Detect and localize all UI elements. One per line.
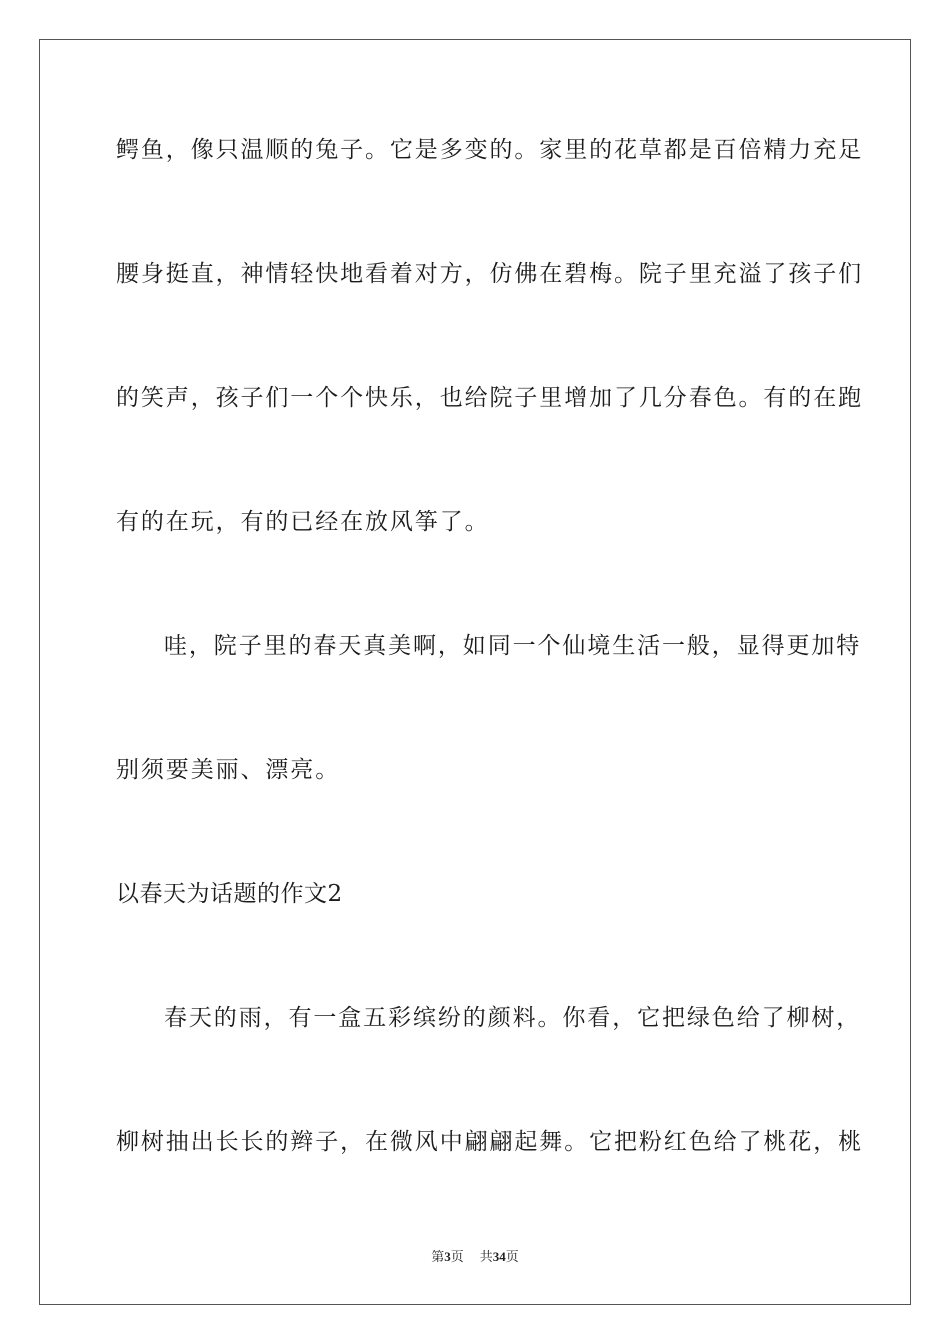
paragraph-line-2: 腰身挺直，神情轻快地看着对方，仿佛在碧梅。院子里充溢了孩子们 <box>116 261 863 287</box>
paragraph-line-8: 柳树抽出长长的辫子，在微风中翩翩起舞。它把粉红色给了桃花，桃 <box>116 1129 863 1155</box>
paragraph-line-3: 的笑声，孩子们一个个快乐，也给院子里增加了几分春色。有的在跑 <box>116 385 863 411</box>
section-heading: 以春天为话题的作文2 <box>116 881 343 907</box>
paragraph-line-1: 鳄鱼，像只温顺的兔子。它是多变的。家里的花草都是百倍精力充足 <box>116 137 863 163</box>
total-page-number: 34 <box>492 1249 506 1264</box>
total-suffix: 页 <box>505 1249 519 1264</box>
current-page-number: 3 <box>444 1249 451 1264</box>
paragraph-line-5: 哇，院子里的春天真美啊，如同一个仙境生活一般，显得更加特 <box>164 633 862 659</box>
total-prefix: 共 <box>479 1249 493 1264</box>
paragraph-line-7: 春天的雨，有一盒五彩缤纷的颜料。你看，它把绿色给了柳树， <box>164 1005 862 1031</box>
page-suffix: 页 <box>450 1249 464 1264</box>
paragraph-line-4: 有的在玩，有的已经在放风筝了。 <box>116 509 490 535</box>
page-footer <box>0 1248 950 1266</box>
page-border <box>39 39 911 1305</box>
page-prefix: 第 <box>431 1249 445 1264</box>
paragraph-line-6: 别须要美丽、漂亮。 <box>116 757 341 783</box>
